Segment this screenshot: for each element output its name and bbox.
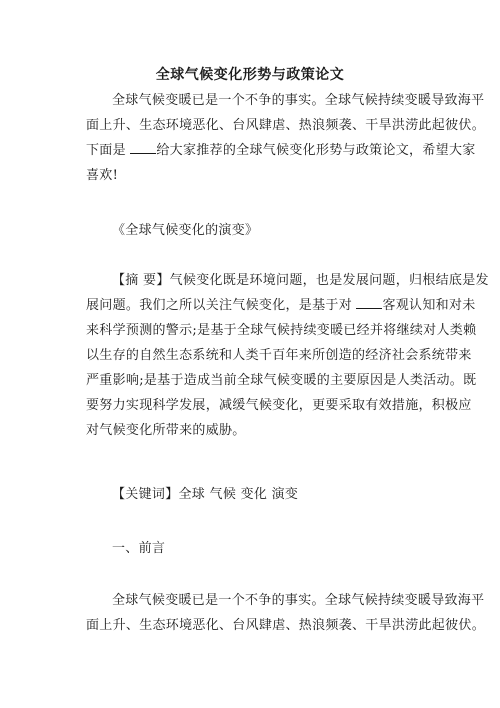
intro-paragraph: [86, 88, 486, 188]
keywords-block: [86, 482, 426, 507]
blank-underline: [356, 295, 382, 309]
section-title: 《全球气候变化的演变》: [112, 223, 259, 238]
document-title: 全球气候变化形势与政策论文: [155, 67, 345, 83]
abstract-text: 客观认知和对未: [382, 298, 476, 313]
abstract-line: 要努力实现科学发展，减缓气候变化，更要采取有效措施，积极应: [86, 398, 472, 413]
preface-paragraph: [86, 588, 486, 638]
abstract-line: 严重影响;是基于造成当前全球气候变暖的主要原因是人类活动。既: [86, 373, 477, 388]
abstract-line: [86, 293, 476, 318]
preface-line: 面上升、生态环境恶化、台风肆虐、热浪频袭、干旱洪涝此起彼伏。: [86, 618, 486, 633]
blank-underline: [130, 140, 156, 154]
intro-text: 给大家推荐的全球气候变化形势与政策论文，希望大家: [156, 143, 476, 158]
abstract-paragraph: [86, 268, 489, 443]
abstract-line: 以生存的自然生态系统和人类千百年来所创造的经济社会系统带来: [86, 348, 472, 363]
abstract-line: 对气候变化所带来的威胁。: [86, 423, 246, 438]
intro-line: 全球气候变暖已是一个不争的事实。全球气候持续变暖导致海平: [112, 93, 485, 108]
abstract-line: 来科学预测的警示;是基于全球气候持续变暖已经并将继续对人类赖: [86, 323, 477, 338]
preface-heading: 一、前言: [112, 541, 166, 556]
intro-line: 面上升、生态环境恶化、台风肆虐、热浪频袭、干旱洪涝此起彼伏。: [86, 118, 486, 133]
intro-line: [86, 138, 476, 163]
keywords-line: 【关键词】全球 气候 变化 演变: [112, 487, 299, 502]
abstract-text: 展问题。我们之所以关注气候变化，是基于对: [86, 298, 353, 313]
intro-line: 喜欢!: [86, 168, 119, 183]
intro-text: 下面是: [86, 143, 126, 158]
section-title-block: [86, 218, 426, 243]
preface-heading-block: [86, 536, 426, 561]
preface-line: 全球气候变暖已是一个不争的事实。全球气候持续变暖导致海平: [112, 593, 485, 608]
abstract-line: 【摘 要】气候变化既是环境问题，也是发展问题，归根结底是发: [112, 273, 489, 288]
